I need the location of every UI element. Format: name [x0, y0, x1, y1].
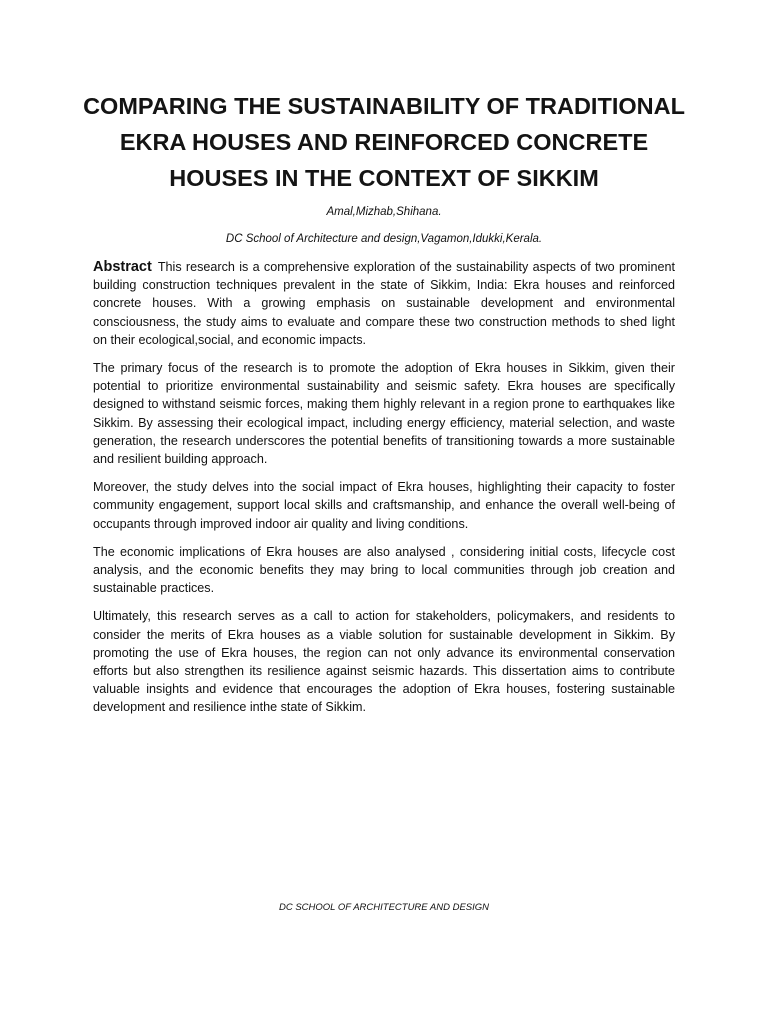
abstract-paragraph-1	[93, 258, 675, 349]
affiliation-line: DC School of Architecture and design,Vagamon,Idukki,Kerala.	[225, 233, 543, 245]
abstract-paragraph-4: The economic implications of Ekra houses are also analysed , considering initial costs, lifecycle cost analysis, and the economic benefits they may bring to local communities through job creation and sustainable practices.	[93, 544, 675, 596]
paper-title: COMPARING THE SUSTAINABILITY OF TRADITIONAL EKRA HOUSES AND REINFORCED CONCRETE HOUSES IN THE CONTEXT OF SIKKIM	[83, 93, 685, 191]
abstract-paragraph-3: Moreover, the study delves into the social impact of Ekra houses, highlighting their capacity to foster community engagement, support local skills and craftsmanship, and enhance the overall well-being of occupants through improved indoor air quality and living conditions.	[93, 480, 675, 531]
abstract-label: Abstract	[93, 259, 152, 275]
abstract-body	[93, 258, 675, 727]
authors-line: Amal,Mizhab,Shihana.	[326, 206, 442, 218]
abstract-paragraph-5: Ultimately, this research serves as a call to action for stakeholders, policymakers, and residents to consider the merits of Ekra houses as a viable solution for sustainable development in Sikkim. By promoting the use of Ekra houses, the region can not only advance its environmental conservation efforts but also strengthen its resilience against seismic hazards. This dissertation aims to contribute valuable insights and evidence that encourages the adoption of Ekra houses, fostering sustainable development and resilience inthe state of Sikkim.	[93, 609, 675, 715]
abstract-paragraph-2: The primary focus of the research is to promote the adoption of Ekra houses in Sikkim, given their potential to prioritize environmental sustainability and seismic safety. Ekra houses are specifically designed to withstand seismic forces, making them highly relevant in a region prone to earthquakes like Sikkim. By assessing their ecological impact, including energy efficiency, material selection, and waste generation, the research underscores the potential benefits of transitioning towards a more sustainable and resilient building approach.	[93, 361, 675, 467]
paragraph-text: This research is a comprehensive exploration of the sustainability aspects of two prominent building construction techniques prevalent in the state of Sikkim, India: Ekra houses and reinforced concrete houses. With a growing emphasis on sustainable development and environmental consciousness, the study aims to evaluate and compare these two construction methods to shed light on their ecological,social, and economic impacts.	[93, 260, 675, 347]
page-footer: DC SCHOOL OF ARCHITECTURE AND DESIGN	[278, 902, 490, 913]
